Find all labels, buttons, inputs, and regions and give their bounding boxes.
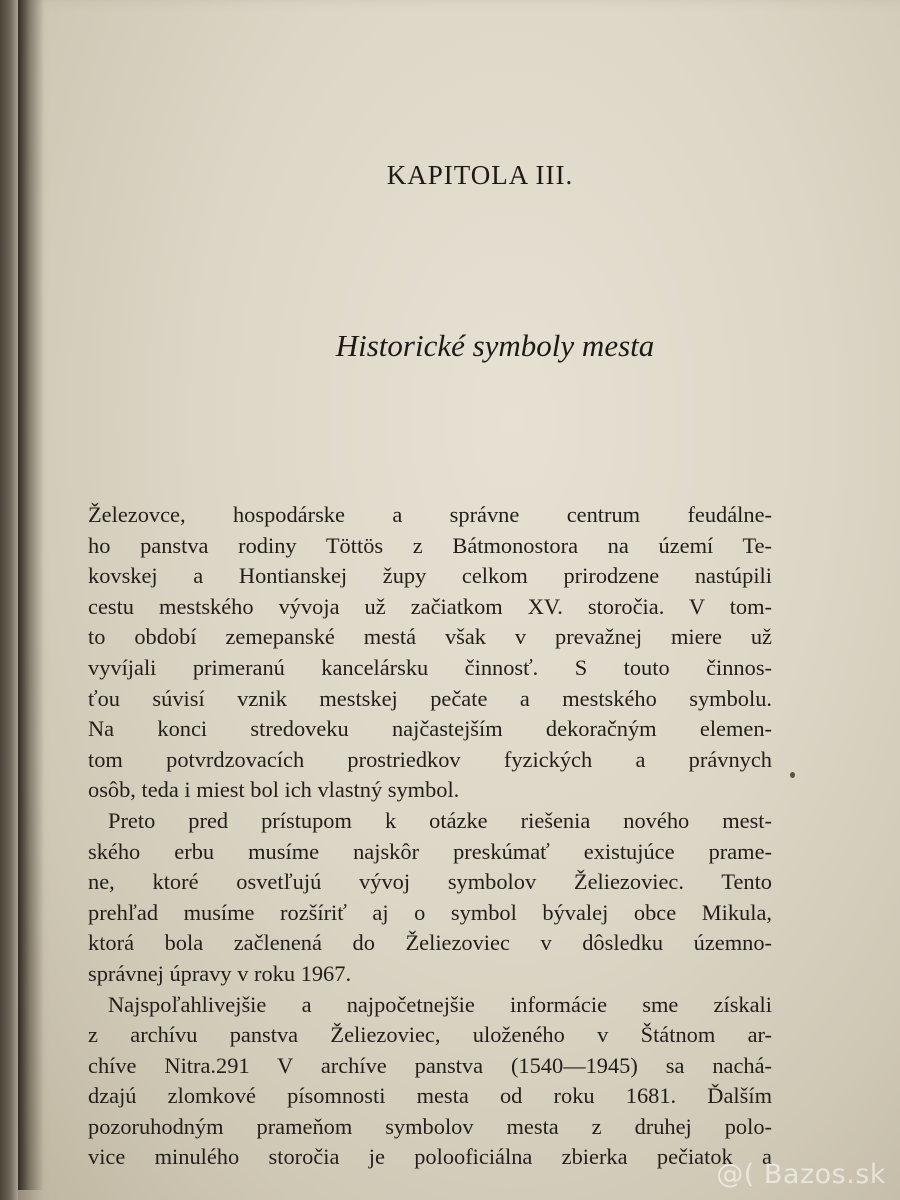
text-line: ne, ktoré osvetľujú vývoj symbolov Želiezoviec. Tento — [88, 869, 772, 895]
body-text — [88, 500, 772, 1173]
text-line: Najspoľahlivejšie a najpočetnejšie informácie sme získali — [108, 991, 772, 1017]
text-line: Na konci stredoveku najčastejším dekoračným elemen- — [88, 716, 772, 742]
text-line: osôb, teda i miest bol ich vlastný symbol. — [88, 777, 460, 803]
text-line: správnej úpravy v roku 1967. — [88, 960, 352, 986]
text-line: ského erbu musíme najskôr preskúmať existujúce prame- — [88, 838, 772, 864]
text-line: Preto pred prístupom k otázke riešenia nového mest- — [108, 807, 772, 833]
text-line: pozoruhodným prameňom symbolov mesta z druhej polo- — [88, 1113, 772, 1139]
text-line: ktorá bola začlenená do Želiezoviec v dôsledku územno- — [88, 930, 772, 956]
section-title: Historické symboly mesta — [335, 328, 655, 363]
text-line: cestu mestského vývoja už začiatkom XV. storočia. V tom- — [88, 593, 772, 619]
text-line: vice minulého storočia je polooficiálna zbierka pečiatok a — [88, 1144, 772, 1170]
text-line: to období zemepanské mestá však v prevažnej miere už — [88, 624, 772, 650]
text-line: vyvíjali primeranú kancelársku činnosť. S touto činnos- — [88, 654, 772, 680]
text-line: tom potvrdzovacích prostriedkov fyzických a právnych — [88, 746, 772, 772]
text-line: chíve Nitra.291 V archíve panstva (1540—1945) sa nachá- — [88, 1052, 772, 1078]
text-line: Železovce, hospodárske a správne centrum feudálne- — [88, 502, 772, 527]
paper-stain — [790, 772, 795, 778]
text-line: ťou súvisí vznik mestskej pečate a mestského symbolu. — [88, 685, 772, 711]
chapter-heading: KAPITOLA III. — [386, 160, 574, 190]
text-line: dzajú zlomkové písomnosti mesta od roku 1681. Ďalším — [88, 1083, 772, 1109]
bazos-watermark: @( Bazos.sk — [716, 1159, 886, 1190]
text-line: z archívu panstva Želiezoviec, uloženého v Štátnom ar- — [88, 1022, 772, 1048]
text-line: prehľad musíme rozšíriť aj o symbol bývalej obce Mikula, — [88, 899, 772, 925]
text-line: ho panstva rodiny Töttös z Bátmonostora na území Te- — [88, 532, 772, 558]
text-line: kovskej a Hontianskej župy celkom prirodzene nastúpili — [88, 563, 772, 589]
